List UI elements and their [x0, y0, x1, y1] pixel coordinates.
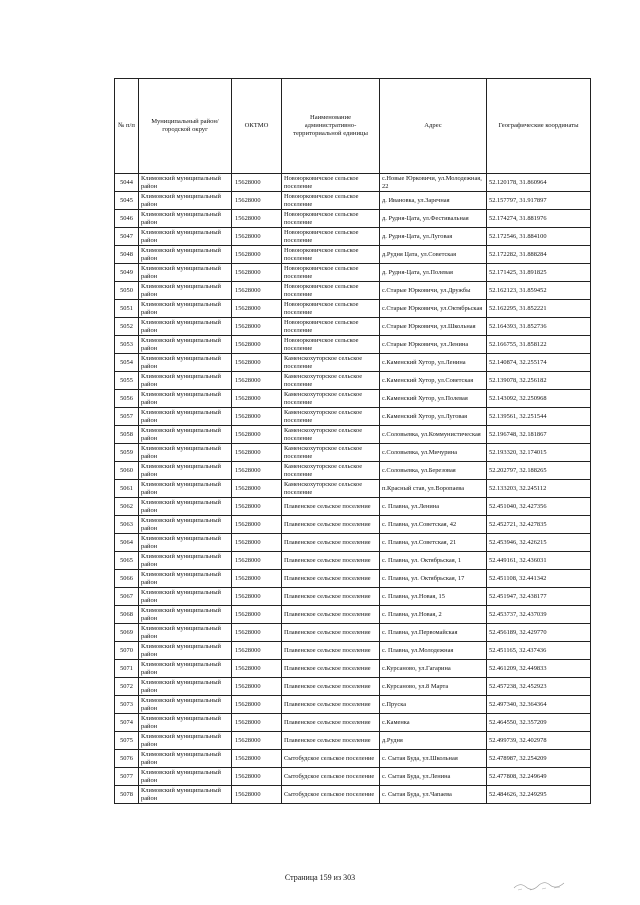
- cell-address: с. Плавна, ул.Первомайская: [380, 624, 487, 642]
- table-body: [115, 174, 591, 804]
- cell-address: с. Плавна, ул.Ленина: [380, 498, 487, 516]
- cell-district: Климовский муниципальный район: [139, 210, 232, 228]
- cell-territorial-unit: Плавенское сельское поселение: [282, 678, 380, 696]
- cell-address: с.Каменский Хутор, ул.Ленина: [380, 354, 487, 372]
- cell-coordinates: 52.133203, 32.245112: [487, 480, 591, 498]
- cell-coordinates: 52.202797, 32.188265: [487, 462, 591, 480]
- table-row: [115, 696, 591, 714]
- cell-territorial-unit: Сытобудское сельское поселение: [282, 750, 380, 768]
- cell-coordinates: 52.140874, 32.255174: [487, 354, 591, 372]
- cell-address: с.Курсаново, ул.8 Марта: [380, 678, 487, 696]
- cell-district: Климовский муниципальный район: [139, 300, 232, 318]
- cell-address: с. Сытая Буда, ул.Ленина: [380, 768, 487, 786]
- cell-territorial-unit: Плавенское сельское поселение: [282, 552, 380, 570]
- cell-oktmo: 15628000: [232, 318, 282, 336]
- cell-coordinates: 52.451165, 32.437436: [487, 642, 591, 660]
- table-row: [115, 570, 591, 588]
- cell-district: Климовский муниципальный район: [139, 408, 232, 426]
- cell-oktmo: 15628000: [232, 768, 282, 786]
- cell-oktmo: 15628000: [232, 282, 282, 300]
- cell-district: Климовский муниципальный район: [139, 390, 232, 408]
- cell-district: Климовский муниципальный район: [139, 642, 232, 660]
- cell-address: с.Соловьевка, ул.Коммунистическая: [380, 426, 487, 444]
- cell-number: 5055: [115, 372, 139, 390]
- cell-coordinates: 52.172546, 31.884100: [487, 228, 591, 246]
- cell-coordinates: 52.196748, 32.181867: [487, 426, 591, 444]
- cell-district: Климовский муниципальный район: [139, 786, 232, 804]
- cell-address: д. Рудня-Цата, ул.Полевая: [380, 264, 487, 282]
- cell-oktmo: 15628000: [232, 210, 282, 228]
- cell-coordinates: 52.499739, 32.402978: [487, 732, 591, 750]
- cell-district: Климовский муниципальный район: [139, 426, 232, 444]
- header-district: Муниципальный район/городской округ: [139, 79, 232, 174]
- cell-oktmo: 15628000: [232, 624, 282, 642]
- cell-oktmo: 15628000: [232, 606, 282, 624]
- table-row: [115, 426, 591, 444]
- cell-territorial-unit: Каменскохуторское сельское поселение: [282, 444, 380, 462]
- cell-coordinates: 52.162123, 31.859452: [487, 282, 591, 300]
- cell-address: д. Рудня-Цата, ул.Луговая: [380, 228, 487, 246]
- cell-number: 5070: [115, 642, 139, 660]
- table-row: [115, 390, 591, 408]
- cell-coordinates: 52.139078, 32.256182: [487, 372, 591, 390]
- cell-address: с.Старые Юрковичи, ул.Школьная: [380, 318, 487, 336]
- cell-number: 5045: [115, 192, 139, 210]
- cell-coordinates: 52.452721, 32.427835: [487, 516, 591, 534]
- cell-address: п.Красный став, ул.Воропаева: [380, 480, 487, 498]
- cell-number: 5059: [115, 444, 139, 462]
- document-table-container: [114, 78, 590, 804]
- header-address: Адрес: [380, 79, 487, 174]
- cell-number: 5049: [115, 264, 139, 282]
- cell-coordinates: 52.193320, 32.174015: [487, 444, 591, 462]
- table-row: [115, 282, 591, 300]
- cell-number: 5062: [115, 498, 139, 516]
- cell-oktmo: 15628000: [232, 372, 282, 390]
- cell-oktmo: 15628000: [232, 336, 282, 354]
- cell-address: с.Новые Юрковичи, ул.Молодежная, 22: [380, 174, 487, 192]
- cell-district: Климовский муниципальный район: [139, 246, 232, 264]
- cell-address: с.Старые Юрковичи, ул.Ленина: [380, 336, 487, 354]
- header-number: № п/п: [115, 79, 139, 174]
- cell-territorial-unit: Новоюрковичское сельское поселение: [282, 210, 380, 228]
- table-row: [115, 228, 591, 246]
- cell-number: 5067: [115, 588, 139, 606]
- cell-district: Климовский муниципальный район: [139, 660, 232, 678]
- cell-territorial-unit: Плавенское сельское поселение: [282, 732, 380, 750]
- page-number-footer: Страница 159 из 303: [284, 873, 356, 882]
- cell-number: 5051: [115, 300, 139, 318]
- cell-oktmo: 15628000: [232, 516, 282, 534]
- header-territorial-unit: Наименование административно-территориальной единицы: [282, 79, 380, 174]
- cell-coordinates: 52.449161, 32.436031: [487, 552, 591, 570]
- table-row: [115, 444, 591, 462]
- cell-oktmo: 15628000: [232, 264, 282, 282]
- cell-coordinates: 52.451947, 32.438177: [487, 588, 591, 606]
- header-coordinates: Географические координаты: [487, 79, 591, 174]
- cell-coordinates: 52.451040, 32.427356: [487, 498, 591, 516]
- cell-address: с.Каменский Хутор, ул.Луговая: [380, 408, 487, 426]
- cell-oktmo: 15628000: [232, 696, 282, 714]
- cell-district: Климовский муниципальный район: [139, 498, 232, 516]
- cell-territorial-unit: Плавенское сельское поселение: [282, 642, 380, 660]
- cell-address: с.Пруска: [380, 696, 487, 714]
- cell-coordinates: 52.456189, 32.429770: [487, 624, 591, 642]
- cell-number: 5078: [115, 786, 139, 804]
- address-coordinates-table: [114, 78, 591, 804]
- cell-district: Климовский муниципальный район: [139, 768, 232, 786]
- cell-territorial-unit: Новоюрковичское сельское поселение: [282, 336, 380, 354]
- cell-oktmo: 15628000: [232, 534, 282, 552]
- cell-address: с. Плавна, ул.Молодежная: [380, 642, 487, 660]
- cell-territorial-unit: Новоюрковичское сельское поселение: [282, 228, 380, 246]
- cell-oktmo: 15628000: [232, 354, 282, 372]
- cell-coordinates: 52.171425, 31.891825: [487, 264, 591, 282]
- cell-number: 5073: [115, 696, 139, 714]
- cell-territorial-unit: Плавенское сельское поселение: [282, 570, 380, 588]
- cell-territorial-unit: Новоюрковичское сельское поселение: [282, 246, 380, 264]
- table-row: [115, 318, 591, 336]
- cell-number: 5074: [115, 714, 139, 732]
- cell-number: 5054: [115, 354, 139, 372]
- cell-address: с.Каменский Хутор, ул.Полевая: [380, 390, 487, 408]
- cell-territorial-unit: Каменскохуторское сельское поселение: [282, 480, 380, 498]
- cell-number: 5077: [115, 768, 139, 786]
- table-row: [115, 246, 591, 264]
- cell-territorial-unit: Каменскохуторское сельское поселение: [282, 372, 380, 390]
- cell-territorial-unit: Новоюрковичское сельское поселение: [282, 192, 380, 210]
- table-row: [115, 372, 591, 390]
- cell-coordinates: 52.464550, 32.357209: [487, 714, 591, 732]
- cell-address: с.Старые Юрковичи, ул.Дружбы: [380, 282, 487, 300]
- cell-territorial-unit: Плавенское сельское поселение: [282, 624, 380, 642]
- cell-number: 5061: [115, 480, 139, 498]
- cell-oktmo: 15628000: [232, 408, 282, 426]
- table-row: [115, 516, 591, 534]
- cell-number: 5046: [115, 210, 139, 228]
- cell-territorial-unit: Плавенское сельское поселение: [282, 588, 380, 606]
- cell-number: 5076: [115, 750, 139, 768]
- table-row: [115, 588, 591, 606]
- cell-address: с.Соловьевка, ул.Мичурина: [380, 444, 487, 462]
- cell-territorial-unit: Каменскохуторское сельское поселение: [282, 426, 380, 444]
- cell-territorial-unit: Плавенское сельское поселение: [282, 714, 380, 732]
- cell-district: Климовский муниципальный район: [139, 534, 232, 552]
- cell-address: д. Ивановка, ул.Заречная: [380, 192, 487, 210]
- cell-oktmo: 15628000: [232, 300, 282, 318]
- cell-address: д.Рудня: [380, 732, 487, 750]
- cell-district: Климовский муниципальный район: [139, 696, 232, 714]
- cell-oktmo: 15628000: [232, 642, 282, 660]
- table-row: [115, 210, 591, 228]
- cell-district: Климовский муниципальный район: [139, 462, 232, 480]
- cell-oktmo: 15628000: [232, 228, 282, 246]
- cell-territorial-unit: Плавенское сельское поселение: [282, 498, 380, 516]
- cell-number: 5056: [115, 390, 139, 408]
- cell-address: с.Старые Юрковичи, ул.Октябрьская: [380, 300, 487, 318]
- cell-address: с. Плавна, ул.Советская, 21: [380, 534, 487, 552]
- table-row: [115, 300, 591, 318]
- cell-oktmo: 15628000: [232, 678, 282, 696]
- cell-coordinates: 52.484626, 32.249295: [487, 786, 591, 804]
- cell-address: с. Сытая Буда, ул.Школьная: [380, 750, 487, 768]
- cell-oktmo: 15628000: [232, 570, 282, 588]
- cell-address: с. Плавна, ул. Октябрьская, 17: [380, 570, 487, 588]
- cell-territorial-unit: Каменскохуторское сельское поселение: [282, 390, 380, 408]
- table-row: [115, 498, 591, 516]
- cell-address: с.Соловьевка, ул.Березовая: [380, 462, 487, 480]
- cell-number: 5048: [115, 246, 139, 264]
- cell-district: Климовский муниципальный район: [139, 264, 232, 282]
- cell-oktmo: 15628000: [232, 390, 282, 408]
- cell-number: 5047: [115, 228, 139, 246]
- cell-district: Климовский муниципальный район: [139, 444, 232, 462]
- cell-territorial-unit: Плавенское сельское поселение: [282, 660, 380, 678]
- cell-number: 5071: [115, 660, 139, 678]
- cell-coordinates: 52.164393, 31.852736: [487, 318, 591, 336]
- cell-territorial-unit: Сытобудское сельское поселение: [282, 768, 380, 786]
- cell-coordinates: 52.120178, 31.860964: [487, 174, 591, 192]
- cell-oktmo: 15628000: [232, 750, 282, 768]
- table-row: [115, 678, 591, 696]
- cell-coordinates: 52.139561, 32.251544: [487, 408, 591, 426]
- cell-territorial-unit: Новоюрковичское сельское поселение: [282, 264, 380, 282]
- cell-coordinates: 52.143092, 32.250968: [487, 390, 591, 408]
- cell-coordinates: 52.497340, 32.364364: [487, 696, 591, 714]
- table-row: [115, 714, 591, 732]
- cell-number: 5065: [115, 552, 139, 570]
- table-row: [115, 480, 591, 498]
- cell-number: 5050: [115, 282, 139, 300]
- cell-address: с. Плавна, ул. Октябрьская, 1: [380, 552, 487, 570]
- cell-district: Климовский муниципальный район: [139, 192, 232, 210]
- cell-number: 5066: [115, 570, 139, 588]
- cell-territorial-unit: Новоюрковичское сельское поселение: [282, 282, 380, 300]
- table-header-row: [115, 79, 591, 174]
- cell-territorial-unit: Плавенское сельское поселение: [282, 534, 380, 552]
- table-row: [115, 174, 591, 192]
- table-row: [115, 732, 591, 750]
- table-row: [115, 750, 591, 768]
- cell-address: д. Рудня-Цата, ул.Фестивальная: [380, 210, 487, 228]
- cell-district: Климовский муниципальный район: [139, 606, 232, 624]
- cell-coordinates: 52.172282, 31.888284: [487, 246, 591, 264]
- cell-number: 5072: [115, 678, 139, 696]
- cell-coordinates: 52.453946, 32.426215: [487, 534, 591, 552]
- cell-district: Климовский муниципальный район: [139, 174, 232, 192]
- table-row: [115, 264, 591, 282]
- cell-district: Климовский муниципальный район: [139, 372, 232, 390]
- table-row: [115, 660, 591, 678]
- cell-address: с. Плавна, ул.Советская, 42: [380, 516, 487, 534]
- cell-number: 5058: [115, 426, 139, 444]
- cell-district: Климовский муниципальный район: [139, 552, 232, 570]
- cell-coordinates: 52.157797, 31.917897: [487, 192, 591, 210]
- cell-number: 5060: [115, 462, 139, 480]
- table-row: [115, 408, 591, 426]
- cell-territorial-unit: Плавенское сельское поселение: [282, 696, 380, 714]
- cell-district: Климовский муниципальный район: [139, 750, 232, 768]
- cell-territorial-unit: Каменскохуторское сельское поселение: [282, 462, 380, 480]
- cell-oktmo: 15628000: [232, 714, 282, 732]
- cell-oktmo: 15628000: [232, 462, 282, 480]
- cell-address: с. Плавна, ул.Новая, 15: [380, 588, 487, 606]
- cell-oktmo: 15628000: [232, 732, 282, 750]
- table-row: [115, 768, 591, 786]
- cell-territorial-unit: Новоюрковичское сельское поселение: [282, 174, 380, 192]
- cell-address: с.Каменка: [380, 714, 487, 732]
- cell-district: Климовский муниципальный район: [139, 228, 232, 246]
- cell-territorial-unit: Новоюрковичское сельское поселение: [282, 300, 380, 318]
- cell-territorial-unit: Каменскохуторское сельское поселение: [282, 354, 380, 372]
- cell-coordinates: 52.457238, 32.452923: [487, 678, 591, 696]
- cell-address: д.Рудня Цата, ул.Советская: [380, 246, 487, 264]
- cell-district: Климовский муниципальный район: [139, 516, 232, 534]
- table-row: [115, 534, 591, 552]
- handwritten-mark: [512, 878, 568, 892]
- cell-oktmo: 15628000: [232, 786, 282, 804]
- cell-oktmo: 15628000: [232, 174, 282, 192]
- cell-territorial-unit: Новоюрковичское сельское поселение: [282, 318, 380, 336]
- cell-number: 5057: [115, 408, 139, 426]
- cell-oktmo: 15628000: [232, 660, 282, 678]
- cell-territorial-unit: Сытобудское сельское поселение: [282, 786, 380, 804]
- cell-coordinates: 52.162295, 31.852221: [487, 300, 591, 318]
- table-row: [115, 642, 591, 660]
- cell-number: 5063: [115, 516, 139, 534]
- cell-number: 5053: [115, 336, 139, 354]
- cell-coordinates: 52.174274, 31.881976: [487, 210, 591, 228]
- cell-number: 5044: [115, 174, 139, 192]
- table-row: [115, 606, 591, 624]
- table-row: [115, 462, 591, 480]
- cell-oktmo: 15628000: [232, 552, 282, 570]
- table-row: [115, 624, 591, 642]
- table-row: [115, 336, 591, 354]
- cell-district: Климовский муниципальный район: [139, 624, 232, 642]
- cell-district: Климовский муниципальный район: [139, 714, 232, 732]
- cell-oktmo: 15628000: [232, 498, 282, 516]
- cell-coordinates: 52.451108, 32.441342: [487, 570, 591, 588]
- cell-district: Климовский муниципальный район: [139, 282, 232, 300]
- cell-oktmo: 15628000: [232, 246, 282, 264]
- table-row: [115, 192, 591, 210]
- cell-number: 5075: [115, 732, 139, 750]
- cell-district: Климовский муниципальный район: [139, 570, 232, 588]
- cell-coordinates: 52.166755, 31.858122: [487, 336, 591, 354]
- cell-address: с.Курсаново, ул.Гагарина: [380, 660, 487, 678]
- cell-address: с. Плавна, ул.Новая, 2: [380, 606, 487, 624]
- header-oktmo: ОКТМО: [232, 79, 282, 174]
- table-row: [115, 786, 591, 804]
- cell-coordinates: 52.477808, 32.249649: [487, 768, 591, 786]
- cell-oktmo: 15628000: [232, 426, 282, 444]
- cell-district: Климовский муниципальный район: [139, 336, 232, 354]
- table-row: [115, 354, 591, 372]
- table-row: [115, 552, 591, 570]
- cell-oktmo: 15628000: [232, 480, 282, 498]
- cell-district: Климовский муниципальный район: [139, 588, 232, 606]
- cell-district: Климовский муниципальный район: [139, 318, 232, 336]
- cell-coordinates: 52.478987, 32.254209: [487, 750, 591, 768]
- cell-coordinates: 52.461209, 32.449833: [487, 660, 591, 678]
- cell-territorial-unit: Каменскохуторское сельское поселение: [282, 408, 380, 426]
- cell-oktmo: 15628000: [232, 588, 282, 606]
- cell-number: 5052: [115, 318, 139, 336]
- cell-district: Климовский муниципальный район: [139, 678, 232, 696]
- cell-district: Климовский муниципальный район: [139, 354, 232, 372]
- cell-district: Климовский муниципальный район: [139, 480, 232, 498]
- cell-district: Климовский муниципальный район: [139, 732, 232, 750]
- cell-territorial-unit: Плавенское сельское поселение: [282, 516, 380, 534]
- cell-address: с.Каменский Хутор, ул.Советская: [380, 372, 487, 390]
- cell-address: с. Сытая Буда, ул.Чапаева: [380, 786, 487, 804]
- cell-number: 5068: [115, 606, 139, 624]
- cell-oktmo: 15628000: [232, 192, 282, 210]
- cell-coordinates: 52.453737, 32.437039: [487, 606, 591, 624]
- cell-number: 5069: [115, 624, 139, 642]
- cell-number: 5064: [115, 534, 139, 552]
- cell-territorial-unit: Плавенское сельское поселение: [282, 606, 380, 624]
- cell-oktmo: 15628000: [232, 444, 282, 462]
